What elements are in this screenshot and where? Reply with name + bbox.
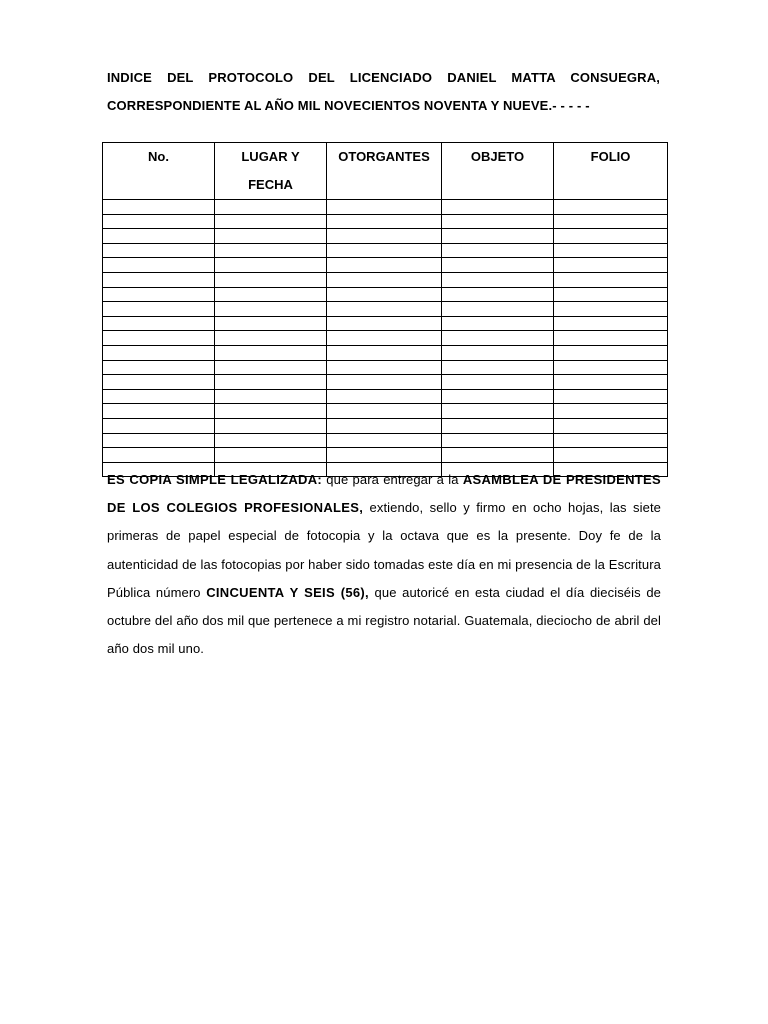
assembly-name: ASAMBLEA DE PRESIDENTES DE LOS COLEGIOS PROFESIONALES, xyxy=(107,472,661,516)
table-cell xyxy=(327,331,442,346)
column-header-lugar-y: LUGAR Y xyxy=(241,149,300,164)
table-cell xyxy=(103,229,215,244)
table-cell xyxy=(327,200,442,215)
table-cell xyxy=(215,404,327,419)
table-row xyxy=(103,360,668,375)
table-cell xyxy=(554,316,668,331)
table-cell xyxy=(103,316,215,331)
table-row xyxy=(103,258,668,273)
table-cell xyxy=(554,360,668,375)
table-cell xyxy=(442,214,554,229)
deed-number: CINCUENTA Y SEIS (56), xyxy=(206,584,369,600)
table-row xyxy=(103,302,668,317)
table-cell xyxy=(215,360,327,375)
table-cell xyxy=(215,331,327,346)
table-cell xyxy=(215,287,327,302)
table-cell xyxy=(327,448,442,463)
table-row xyxy=(103,375,668,390)
table-cell xyxy=(554,287,668,302)
table-row xyxy=(103,214,668,229)
table-cell xyxy=(327,345,442,360)
legalization-label: ES COPIA SIMPLE LEGALIZADA: xyxy=(107,472,323,487)
table-cell xyxy=(554,331,668,346)
table-cell xyxy=(215,345,327,360)
table-cell xyxy=(215,200,327,215)
table-cell xyxy=(215,302,327,317)
table-row xyxy=(103,287,668,302)
table-cell xyxy=(554,302,668,317)
table-cell xyxy=(442,258,554,273)
table-cell xyxy=(442,287,554,302)
table-row xyxy=(103,243,668,258)
table-cell xyxy=(442,229,554,244)
table-row xyxy=(103,331,668,346)
table-cell xyxy=(103,345,215,360)
column-header-folio: FOLIO xyxy=(554,143,668,200)
table-row xyxy=(103,272,668,287)
table-cell xyxy=(103,287,215,302)
table-cell xyxy=(327,418,442,433)
paragraph-text-3: que autoricé en esta ciudad el día dieciséis de octubre del año dos mil que pertenece a mi registro notarial. Guatemala, dieciocho de abril del año dos mil uno. xyxy=(107,584,661,657)
table-cell xyxy=(442,272,554,287)
table-cell xyxy=(215,258,327,273)
table-row xyxy=(103,389,668,404)
paragraph-text-1: que para entregar a la xyxy=(322,472,463,487)
table-cell xyxy=(554,272,668,287)
column-header-otorgantes: OTORGANTES xyxy=(327,143,442,200)
table-row xyxy=(103,229,668,244)
table-cell xyxy=(327,287,442,302)
table-row xyxy=(103,316,668,331)
table-cell xyxy=(327,316,442,331)
table-cell xyxy=(103,448,215,463)
table-cell xyxy=(103,302,215,317)
table-cell xyxy=(554,200,668,215)
table-cell xyxy=(442,200,554,215)
table-cell xyxy=(442,345,554,360)
table-cell xyxy=(215,375,327,390)
table-cell xyxy=(103,258,215,273)
table-cell xyxy=(554,214,668,229)
table-cell xyxy=(442,302,554,317)
table-cell xyxy=(554,448,668,463)
table-row xyxy=(103,433,668,448)
table-cell xyxy=(215,229,327,244)
table-row xyxy=(103,345,668,360)
table-cell xyxy=(554,229,668,244)
table-cell xyxy=(554,418,668,433)
table-cell xyxy=(327,258,442,273)
table-cell xyxy=(327,433,442,448)
column-header-no: No. xyxy=(103,143,215,200)
table-cell xyxy=(327,375,442,390)
table-cell xyxy=(327,272,442,287)
table-cell xyxy=(554,243,668,258)
table-cell xyxy=(554,433,668,448)
table-cell xyxy=(327,229,442,244)
table-cell xyxy=(442,433,554,448)
table-cell xyxy=(442,331,554,346)
table-cell xyxy=(327,214,442,229)
column-header-objeto: OBJETO xyxy=(442,143,554,200)
table-cell xyxy=(554,345,668,360)
table-cell xyxy=(215,418,327,433)
table-row xyxy=(103,448,668,463)
table-cell xyxy=(554,258,668,273)
table-cell xyxy=(215,389,327,404)
index-title-line-2: CORRESPONDIENTE AL AÑO MIL NOVECIENTOS NOVENTA Y NUEVE.- - - - - xyxy=(107,98,590,113)
legalization-paragraph xyxy=(107,466,661,663)
table-cell xyxy=(215,433,327,448)
table-row xyxy=(103,200,668,215)
table-cell xyxy=(327,243,442,258)
table-cell xyxy=(442,389,554,404)
table-header-row xyxy=(103,143,668,200)
table-cell xyxy=(103,200,215,215)
column-header-fecha: FECHA xyxy=(248,177,293,192)
table-cell xyxy=(442,316,554,331)
table-cell xyxy=(103,433,215,448)
table-cell xyxy=(215,448,327,463)
table-cell xyxy=(103,389,215,404)
table-cell xyxy=(442,448,554,463)
table-cell xyxy=(442,243,554,258)
table-cell xyxy=(442,404,554,419)
table-cell xyxy=(554,404,668,419)
table-cell xyxy=(442,375,554,390)
protocol-index-table xyxy=(102,142,668,477)
paragraph-text-2: extiendo, sello y firmo en ocho hojas, las siete primeras de papel especial de fotocopia y la octava que es la presente. Doy fe de la autenticidad de las fotocopias por haber sido tomadas este día en mi presencia de la Escritura Pública número xyxy=(107,500,661,600)
table-cell xyxy=(442,360,554,375)
table-cell xyxy=(442,418,554,433)
table-cell xyxy=(327,302,442,317)
table-cell xyxy=(327,389,442,404)
table-row xyxy=(103,404,668,419)
table-cell xyxy=(103,214,215,229)
table-row xyxy=(103,418,668,433)
column-header-lugar-y-fecha xyxy=(215,143,327,200)
table-cell xyxy=(554,389,668,404)
table-cell xyxy=(103,404,215,419)
table-cell xyxy=(103,418,215,433)
table-cell xyxy=(103,360,215,375)
table-cell xyxy=(215,316,327,331)
table-cell xyxy=(103,243,215,258)
table-body xyxy=(103,200,668,477)
table-cell xyxy=(103,272,215,287)
table-cell xyxy=(215,272,327,287)
table-cell xyxy=(215,214,327,229)
table-cell xyxy=(215,243,327,258)
table-cell xyxy=(103,331,215,346)
table-cell xyxy=(327,404,442,419)
table-cell xyxy=(103,375,215,390)
table-cell xyxy=(554,375,668,390)
table-cell xyxy=(327,360,442,375)
index-title-line-1: INDICE DEL PROTOCOLO DEL LICENCIADO DANIEL MATTA CONSUEGRA, xyxy=(107,70,660,85)
